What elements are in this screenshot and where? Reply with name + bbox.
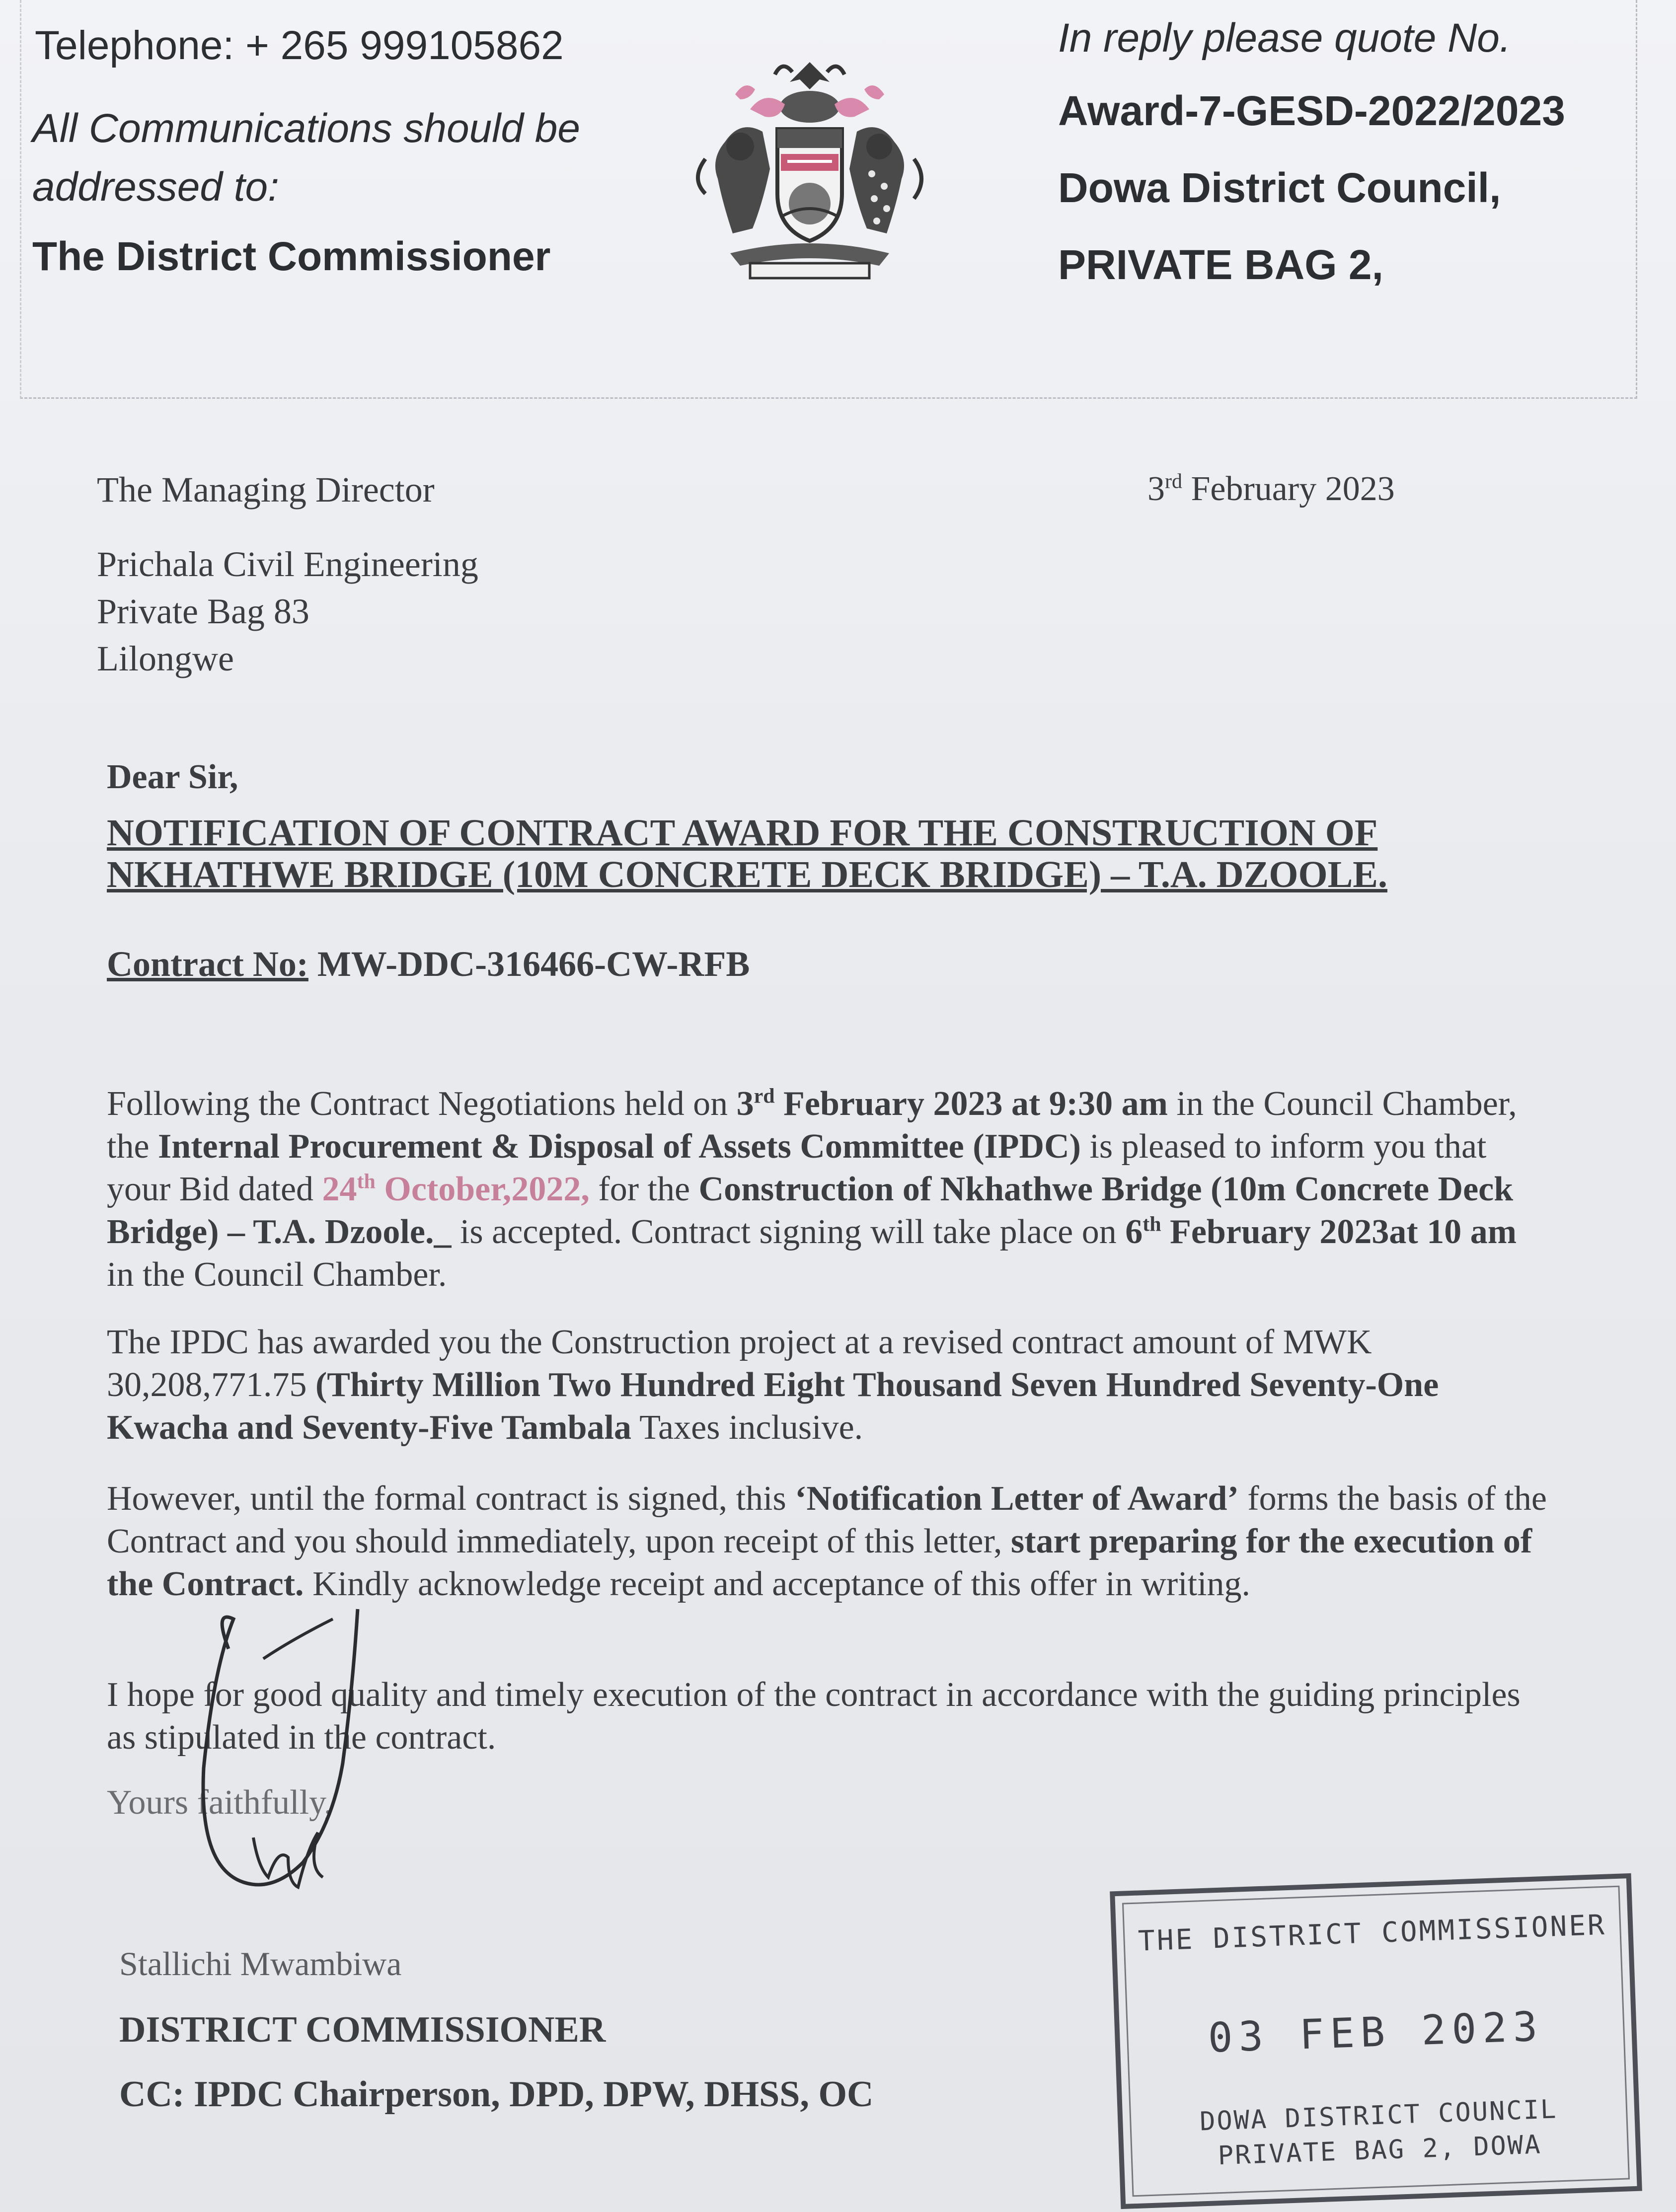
stamp-address: PRIVATE BAG 2, DOWA — [1217, 2130, 1542, 2171]
recipient-company: Prichala Civil Engineering — [97, 544, 478, 584]
paragraph-closing-hope: I hope for good quality and timely execution of the contract in accordance with the guiding principles as stipulated in the contract. — [107, 1676, 1521, 1757]
letterhead-telephone: Telephone: + 265 999105862 — [35, 23, 564, 68]
signer-title: DISTRICT COMMISSIONER — [119, 2009, 606, 2050]
stamp-title: THE DISTRICT COMMISSIONER — [1138, 1909, 1607, 1958]
letterhead-addressee: The District Commissioner — [32, 234, 551, 279]
stamp-date: 03 FEB 2023 — [1207, 2003, 1544, 2062]
letter-subject: NOTIFICATION OF CONTRACT AWARD FOR THE CONSTRUCTION OF NKHATHWE BRIDGE (10M CONCRETE DECK BRIDGE) – T.A. DZOOLE. — [107, 812, 1387, 895]
letterhead-communications: All Communications should be addressed to: — [32, 106, 580, 210]
contract-number: Contract No: MW-DDC-316466-CW-RFB — [107, 944, 750, 984]
official-stamp — [1110, 1873, 1642, 2209]
recipient-title: The Managing Director — [97, 470, 435, 510]
closing-phrase: Yours faithfully, — [107, 1783, 333, 1822]
letterhead-council: Dowa District Council, — [1058, 164, 1501, 211]
letter-date: 3rd February 2023 — [1147, 470, 1395, 508]
paragraph-notification: However, until the formal contract is signed, this ‘Notification Letter of Award’ forms the basis of the Contract and you should immediately, upon receipt of this letter, start preparing for the execution of the Contract. Kindly acknowledge receipt and acceptance of this offer in writing. — [107, 1479, 1547, 1603]
cc-list: CC: IPDC Chairperson, DPD, DPW, DHSS, OC — [119, 2074, 874, 2115]
handwritten-signature — [149, 1599, 497, 1977]
stamp-council: DOWA DISTRICT COUNCIL — [1199, 2094, 1558, 2137]
letterhead-bag: PRIVATE BAG 2, — [1058, 241, 1383, 288]
letterhead-reference: Award-7-GESD-2022/2023 — [1058, 87, 1565, 134]
malawi-coat-of-arms-icon — [676, 55, 944, 283]
paragraph-negotiations: Following the Contract Negotiations held on 3rd February 2023 at 9:30 am in the Council Chamber, the Internal Procurement & Disposal of Assets Committee (IPDC) is pleased to inform you that your Bid dated 24th October,2022, for the Construction of Nkhathwe Bridge (10m Concrete Deck Bridge) – T.A. Dzoole._ is accepted. Contract signing will take place on 6th February 2023at 10 am in the Council Chamber. — [107, 1085, 1517, 1294]
salutation: Dear Sir, — [107, 758, 238, 796]
recipient-bag: Private Bag 83 — [97, 591, 309, 631]
signer-name: Stallichi Mwambiwa — [119, 1945, 402, 1983]
paragraph-award-amount: The IPDC has awarded you the Construction project at a revised contract amount of MWK 30,208,771.75 (Thirty Million Two Hundred Eight Thousand Seven Hundred Seventy-One Kwacha and Seventy-Five Tambala Taxes inclusive. — [107, 1323, 1439, 1447]
recipient-city: Lilongwe — [97, 639, 234, 678]
letterhead-quote-label: In reply please quote No. — [1058, 15, 1511, 61]
